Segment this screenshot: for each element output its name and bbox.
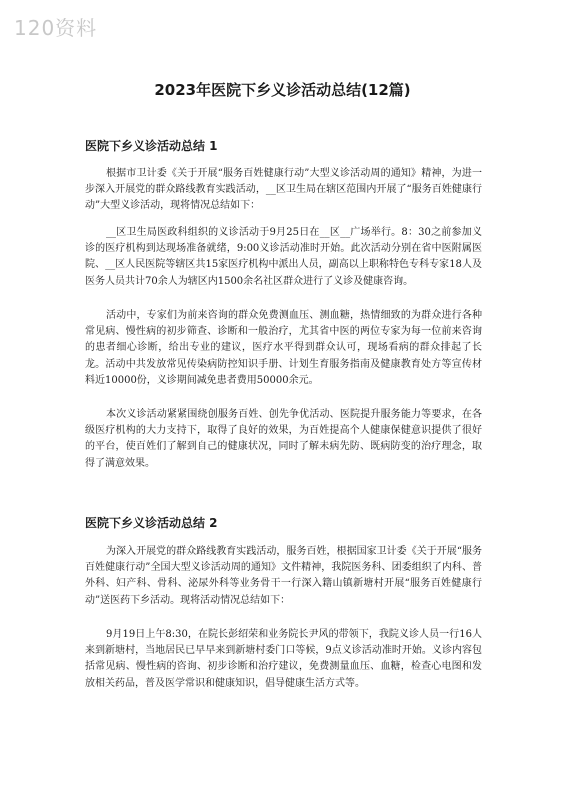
document-title: 2023年医院下乡义诊活动总结(12篇) [154,81,411,99]
section-1-paragraph-1: 根据市卫计委《关于开展“服务百姓健康行动”大型义诊活动周的通知》精神，为进一步深入开展党的群众路线教育实践活动，__区卫生局在辖区范围内开展了“服务百姓健康行动”大型义诊活动，现将情况总结如下： [85,168,482,212]
section-1-paragraph-2: __区卫生局医政科组织的义诊活动于9月25日在__区__广场举行。8：30之前参加义诊的医疗机构到达现场准备就绪，9:00义诊活动准时开始。此次活动分别在省中医附属医院、__区人民医院等辖区共15家医疗机构中派出人员，副高以上职称特色专科专家18人及医务人员共计70余人为辖区内1500余名社区群众进行了义诊及健康咨询。 [85,227,482,287]
section-1-paragraph-3: 活动中，专家们为前来咨询的群众免费测血压、测血糖，热情细致的为群众进行各种常见病、慢性病的初步筛查、诊断和一般治疗，尤其省中医的两位专家为每一位前来咨询的患者细心诊断，给出专业的建议，医疗水平得到群众认可，现场看病的群众排起了长龙。活动中共发放常见传染病防控知识手册、计划生育服务指南及健康教育处方等宣传材料近10000份，义诊期间减免患者费用50000余元。 [85,310,482,386]
section-heading-1: 医院下乡义诊活动总结 1 [85,139,218,153]
section-heading-2: 医院下乡义诊活动总结 2 [85,516,218,530]
watermark: 120资料 [14,16,98,40]
section-1-paragraph-4: 本次义诊活动紧紧围绕创服务百姓、创先争优活动、医院提升服务能力等要求，在各级医疗机构的大力支持下，取得了良好的效果，为百姓提高个人健康保健意识提供了很好的平台，使百姓们了解到自己的健康状况，同时了解未病先防、既病防变的治疗理念，取得了满意效果。 [85,409,482,469]
section-2-paragraph-2: 9月19日上午8:30，在院长彭绍荣和业务院长尹风的带领下，我院义诊人员一行16人来到新塘村，当地居民已早早来到新塘村委门口等候，9点义诊活动准时开始。义诊内容包括常见病、慢性病的咨询、初步诊断和治疗建议，免费测量血压、血糖，检查心电图和发放相关药品，普及医学常识和健康知识，倡导健康生活方式等。 [85,629,482,689]
section-2-paragraph-1: 为深入开展党的群众路线教育实践活动，服务百姓，根据国家卫计委《关于开展“服务百姓健康行动”全国大型义诊活动周的通知》文件精神，我院医务科、团委组织了内科、普外科、妇产科、骨科、泌尿外科等业务骨干一行深入籍山镇新塘村开展“服务百姓健康行动”送医药下乡活动。现将活动情况总结如下： [85,546,482,606]
